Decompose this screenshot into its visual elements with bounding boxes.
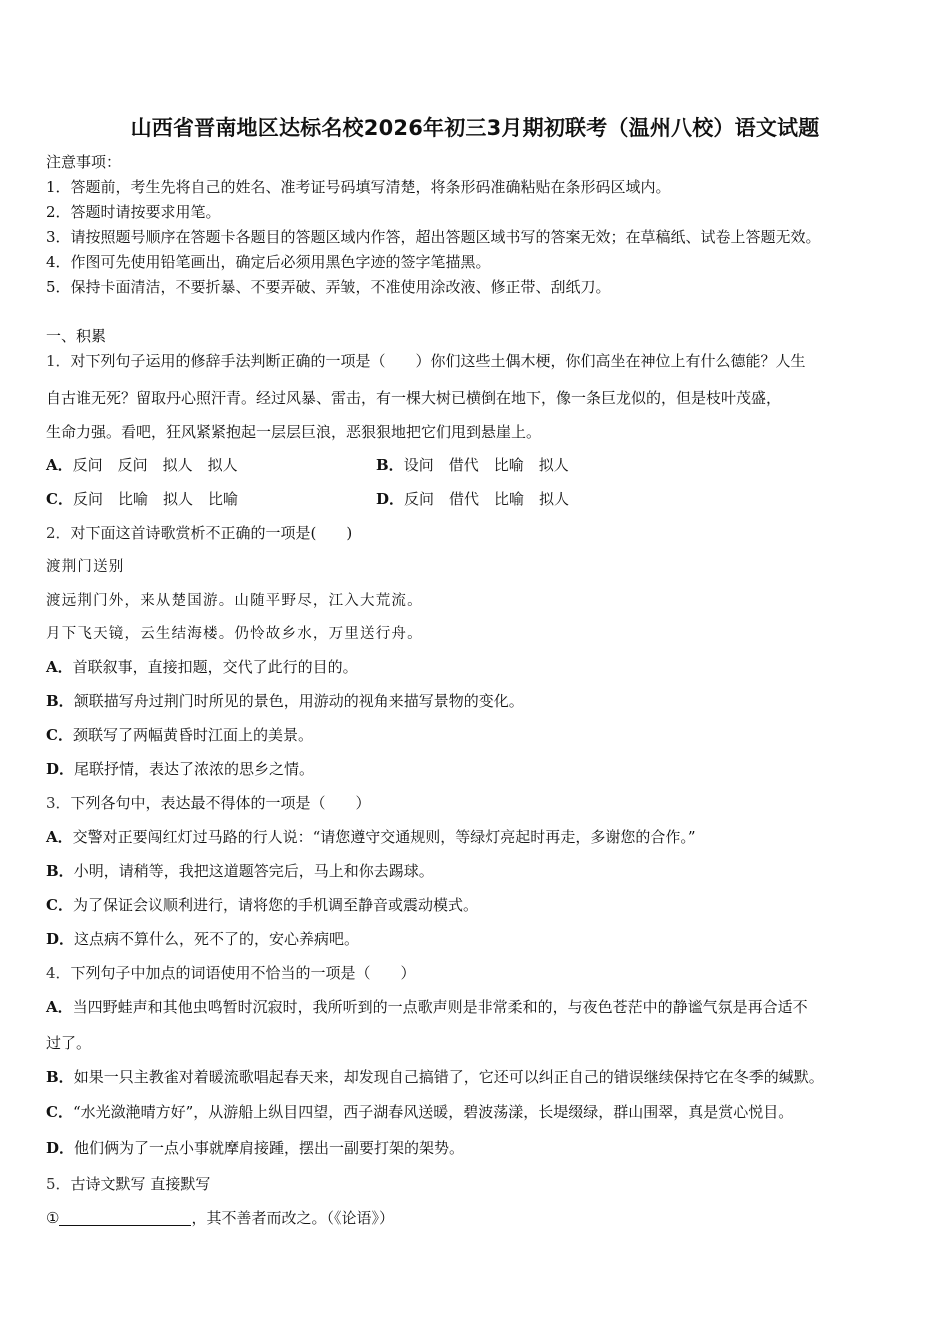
option-text: 反问 借代 比喻 拟人 (404, 490, 570, 508)
question-text: 对下面这首诗歌赏析不正确的一项是( ) (70, 524, 353, 542)
question-number: 1． (46, 352, 71, 370)
option-label: A． (46, 828, 73, 846)
question-1-stem-cont: 自古谁无死？留取丹心照汗青。经过风暴、雷击，有一棵大树已横倒在地下，像一条巨龙似的，但是枝叶茂盛， (46, 389, 782, 407)
option-text: 如果一只主教雀对着暖流歌唱起春天来，却发现自己搞错了，它还可以纠正自己的错误继续保持它在冬季的缄默。 (73, 1068, 824, 1086)
option-label: A． (46, 658, 73, 676)
option-a[interactable] (46, 657, 358, 677)
option-label: C． (46, 896, 73, 914)
fill-blank-item (46, 1208, 394, 1228)
option-b[interactable] (376, 455, 569, 475)
option-text: 当四野蛙声和其他虫鸣暂时沉寂时，我所听到的一点歌声则是非常柔和的，与夜色苍茫中的静谧气氛是再合适不 (72, 998, 808, 1016)
answer-blank[interactable] (59, 1209, 191, 1226)
item-text: ，其不善者而改之。（《论语》） (191, 1209, 394, 1227)
poem-title: 渡荆门送别 (46, 559, 125, 575)
poem-line: 月下飞天镜，云生结海楼。仍怜故乡水，万里送行舟。 (46, 626, 423, 642)
question-5-stem (46, 1174, 210, 1194)
question-text: 下列各句中，表达最不得体的一项是（ ） (70, 794, 371, 812)
page-title: 山西省晋南地区达标名校2026年初三3月期初联考（温州八校）语文试题 (130, 116, 820, 140)
notice-item: 5．保持卡面清洁，不要折暴、不要弄破、弄皱，不准使用涂改液、修正带、刮纸刀。 (46, 278, 611, 296)
option-text: 颈联写了两幅黄昏时江面上的美景。 (72, 726, 313, 744)
option-d[interactable] (46, 759, 314, 779)
question-text: 古诗文默写 直接默写 (70, 1175, 211, 1193)
option-text: 这点病不算什么，死不了的，安心养病吧。 (74, 930, 360, 948)
option-text: 设问 借代 比喻 拟人 (403, 456, 569, 474)
section-heading: 一、积累 (46, 327, 107, 345)
question-1-stem (46, 351, 806, 371)
question-number: 5． (46, 1175, 71, 1193)
option-label: B． (376, 456, 404, 474)
option-label: B． (46, 862, 74, 880)
option-label: D． (376, 490, 405, 508)
option-text: 小明，请稍等，我把这道题答完后，马上和你去踢球。 (73, 862, 434, 880)
option-label: C． (46, 1103, 73, 1121)
option-a[interactable] (46, 827, 695, 847)
option-label: D． (46, 1139, 75, 1157)
option-b[interactable] (46, 691, 524, 711)
option-label: A． (46, 998, 73, 1016)
question-number: 2． (46, 524, 71, 542)
question-1-stem-cont: 生命力强。看吧，狂风紧紧抱起一层层巨浪，恶狠狠地把它们甩到悬崖上。 (46, 423, 542, 441)
option-label: B． (46, 1068, 74, 1086)
notice-heading: 注意事项： (46, 153, 122, 171)
notice-item: 1．答题前，考生先将自己的姓名、准考证号码填写清楚，将条形码准确粘贴在条形码区域内。 (46, 178, 671, 196)
option-a[interactable] (46, 455, 238, 475)
item-marker: ① (46, 1209, 60, 1227)
option-text: “水光潋滟晴方好”，从游船上纵目四望，西子湖春风送暖，碧波荡漾，长堤缀绿，群山围翠，真是赏心悦目。 (72, 1103, 794, 1121)
option-label: B． (46, 692, 74, 710)
option-text: 尾联抒情，表达了浓浓的思乡之情。 (74, 760, 315, 778)
notice-item: 2．答题时请按要求用笔。 (46, 203, 221, 221)
notice-item: 3．请按照题号顺序在答题卡各题目的答题区域内作答，超出答题区域书写的答案无效；在草稿纸、试卷上答题无效。 (46, 228, 821, 246)
option-a[interactable] (46, 997, 808, 1017)
notice-item: 4．作图可先使用铅笔画出，确定后必须用黑色字迹的签字笔描黑。 (46, 253, 491, 271)
option-b[interactable] (46, 861, 434, 881)
option-text: 颔联描写舟过荆门时所见的景色，用游动的视角来描写景物的变化。 (73, 692, 524, 710)
option-text: 交警对正要闯红灯过马路的行人说：“请您遵守交通规则，等绿灯亮起时再走，多谢您的合作。” (72, 828, 696, 846)
option-c[interactable] (46, 489, 238, 509)
option-text: 反问 反问 拟人 拟人 (72, 456, 238, 474)
poem-line: 渡远荆门外，来从楚国游。山随平野尽，江入大荒流。 (46, 593, 423, 609)
option-label: C． (46, 726, 73, 744)
option-label: D． (46, 930, 75, 948)
option-text: 首联叙事，直接扣题，交代了此行的目的。 (72, 658, 358, 676)
option-c[interactable] (46, 1102, 793, 1122)
question-number: 3． (46, 794, 71, 812)
option-text: 为了保证会议顺利进行，请将您的手机调至静音或震动模式。 (72, 896, 478, 914)
question-3-stem (46, 793, 371, 813)
option-label: C． (46, 490, 73, 508)
question-text: 对下列句子运用的修辞手法判断正确的一项是（ ）你们这些土偶木梗，你们高坐在神位上有什么德能？人生 (70, 352, 806, 370)
question-2-stem (46, 523, 352, 543)
option-d[interactable] (46, 1138, 464, 1158)
question-4-stem (46, 963, 416, 983)
option-label: D． (46, 760, 75, 778)
option-text: 他们俩为了一点小事就摩肩接踵，摆出一副要打架的架势。 (74, 1139, 465, 1157)
option-d[interactable] (46, 929, 359, 949)
option-c[interactable] (46, 725, 313, 745)
option-d[interactable] (376, 489, 569, 509)
option-text: 反问 比喻 拟人 比喻 (72, 490, 238, 508)
option-a-cont: 过了。 (46, 1034, 92, 1052)
question-text: 下列句子中加点的词语使用不恰当的一项是（ ） (70, 964, 416, 982)
question-number: 4． (46, 964, 71, 982)
option-b[interactable] (46, 1067, 824, 1087)
option-label: A． (46, 456, 73, 474)
option-c[interactable] (46, 895, 478, 915)
